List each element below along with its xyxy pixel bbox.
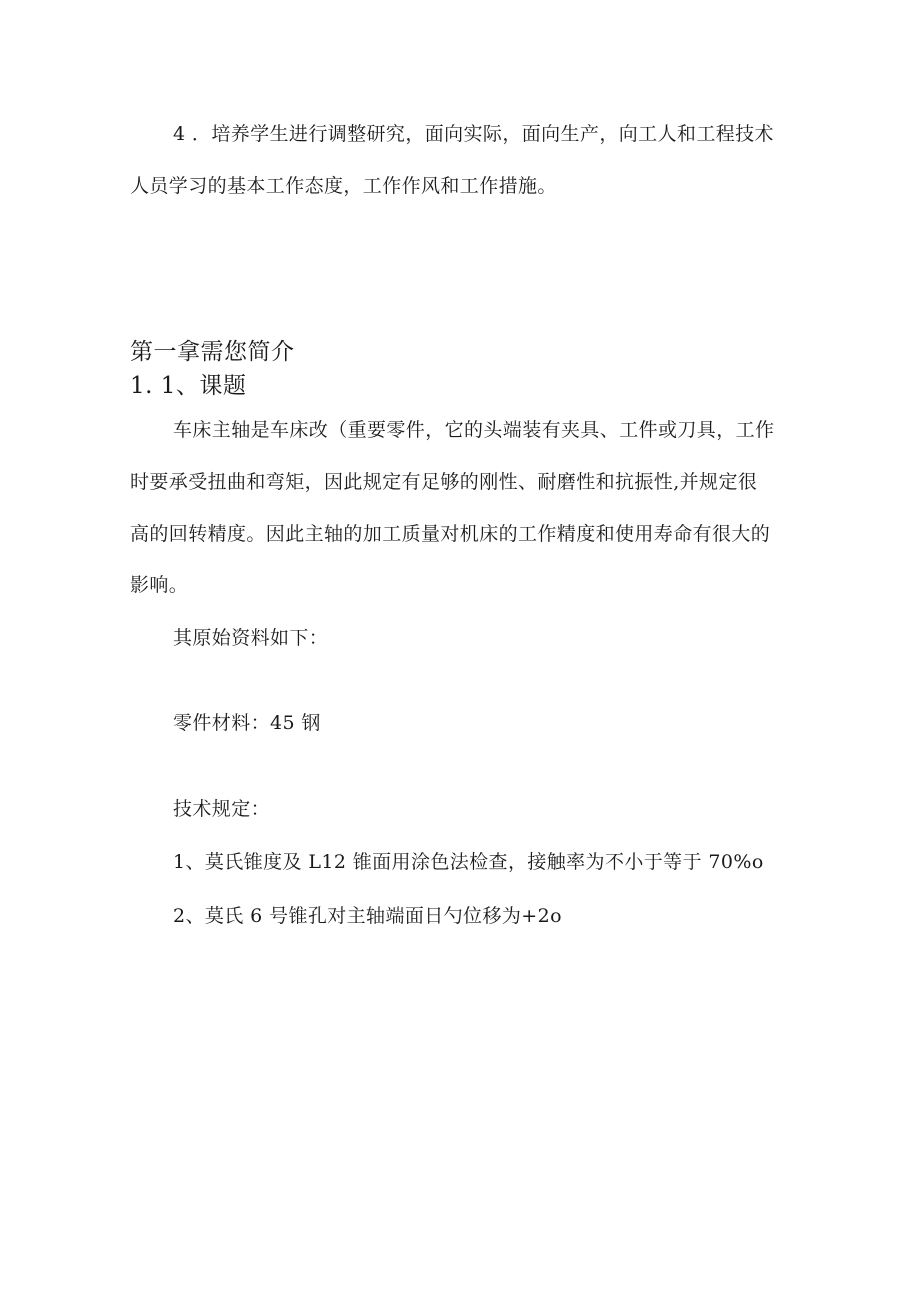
part-material: 零件材料：45 钢 (173, 712, 321, 734)
paragraph-line-2: 时要承受扭曲和弯矩，因此规定有足够的刚性、耐磨性和抗振性,并规定很 (130, 471, 758, 493)
materials-intro: 其原始资料如下： (173, 627, 329, 649)
paragraph-line-4: 影响。 (130, 574, 189, 596)
section-title: 1. 1、课题 (130, 373, 247, 399)
paragraph-line-3: 高的回转精度。因此主轴的加工质量对机床的工作精度和使用寿命有很大的 (130, 523, 771, 545)
paragraph-line-1: 车床主轴是车床改（重要零件，它的头端装有夹具、工件或刀具，工作 (173, 419, 775, 441)
tech-spec-title: 技术规定： (173, 798, 271, 820)
intro-item4-line1: 4 ．培养学生进行调整研究，面向实际，面向生产，向工人和工程技术 (173, 123, 774, 145)
tech-spec-item-2: 2、莫氏 6 号锥孔对主轴端面日勺位移为+2o (173, 905, 562, 927)
tech-spec-item-1: 1、莫氏锥度及 L12 锥面用涂色法检查，接触率为不小于等于 70%o (173, 851, 764, 873)
intro-item4-line2: 人员学习的基本工作态度，工作作风和工作措施。 (130, 175, 557, 197)
chapter-title: 第一拿需您简介 (130, 339, 295, 365)
